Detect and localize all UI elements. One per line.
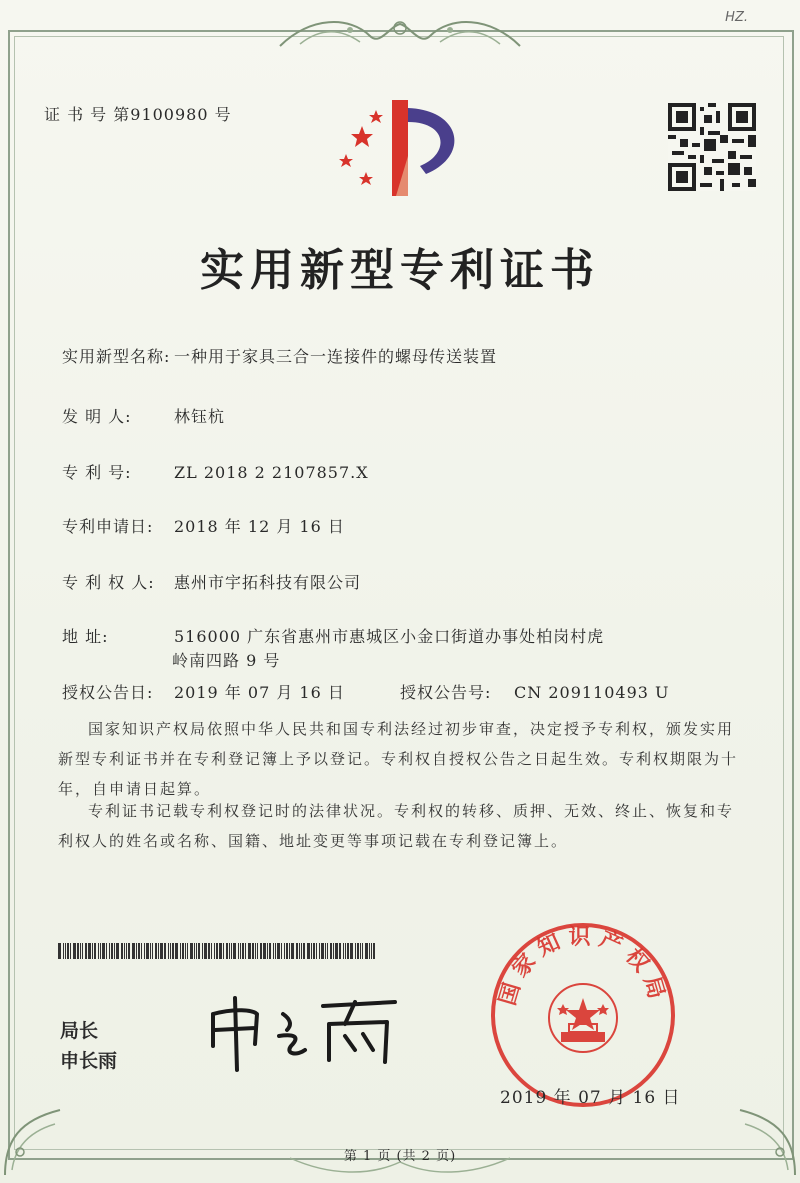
svg-text:国家知识产权局: 国家知识产权局	[495, 925, 671, 1009]
field-inventor	[62, 404, 225, 427]
field-value: ZL 2018 2 2107857.X	[174, 463, 369, 482]
body-paragraph-1: 国家知识产权局依照中华人民共和国专利法经过初步审查，决定授予专利权，颁发实用新型专利证书并在专利登记簿上予以登记。专利权自授权公告之日起生效。专利权期限为十年，自申请日起算。	[58, 720, 739, 798]
field-announcement-number	[400, 680, 670, 703]
field-value: CN 209110493 U	[514, 683, 670, 702]
page-footer: 第 1 页 (共 2 页)	[343, 1149, 457, 1164]
field-label: 地 址:	[62, 627, 109, 646]
body-paragraph-2: 专利证书记载专利权登记时的法律状况。专利权的转移、质押、无效、终止、恢复和专利权人的姓名或名称、国籍、地址变更等事项记载在专利登记簿上。	[58, 802, 735, 850]
field-value: 2018 年 12 月 16 日	[174, 517, 345, 536]
official-name: 申长雨	[60, 1050, 118, 1072]
field-patent-number	[62, 460, 369, 483]
bottom-right-ornament	[730, 1100, 800, 1180]
field-utility-model-name	[62, 344, 497, 367]
field-filing-date	[62, 514, 345, 537]
certificate-title: 实用新型专利证书	[200, 245, 600, 296]
field-value: 2019 年 07 月 16 日	[174, 683, 345, 702]
field-label: 专 利 权 人:	[62, 573, 155, 592]
director-signature	[205, 984, 405, 1074]
field-value: 惠州市宇拓科技有限公司	[174, 573, 362, 592]
field-address-line2: 岭南四路 9 号	[172, 651, 281, 670]
certificate-number: 证 书 号 第9100980 号	[44, 105, 232, 124]
field-label: 发 明 人:	[62, 407, 132, 426]
field-label: 实用新型名称:	[62, 347, 171, 366]
field-address	[62, 624, 604, 647]
field-label: 授权公告号:	[400, 683, 492, 702]
field-label: 专利申请日:	[62, 517, 154, 536]
bottom-left-ornament	[0, 1100, 70, 1180]
top-ornament	[270, 6, 530, 56]
field-label: 授权公告日:	[62, 683, 154, 702]
field-patentee	[62, 570, 361, 593]
field-announcement-date	[62, 680, 345, 703]
field-value: 一种用于家具三合一连接件的螺母传送装置	[174, 347, 498, 366]
official-title: 局长	[60, 1020, 99, 1042]
field-label: 专 利 号:	[62, 463, 132, 482]
barcode	[58, 943, 378, 959]
official-seal	[488, 920, 678, 1110]
handwritten-note: HZ.	[725, 10, 748, 25]
field-value: 516000 广东省惠州市惠城区小金口街道办事处柏岗村虎	[174, 627, 605, 646]
seal-date: 2019 年 07 月 16 日	[500, 1088, 681, 1108]
cnipa-emblem-icon	[332, 96, 472, 206]
field-value: 林钰杭	[174, 407, 226, 426]
qr-code	[668, 103, 756, 191]
